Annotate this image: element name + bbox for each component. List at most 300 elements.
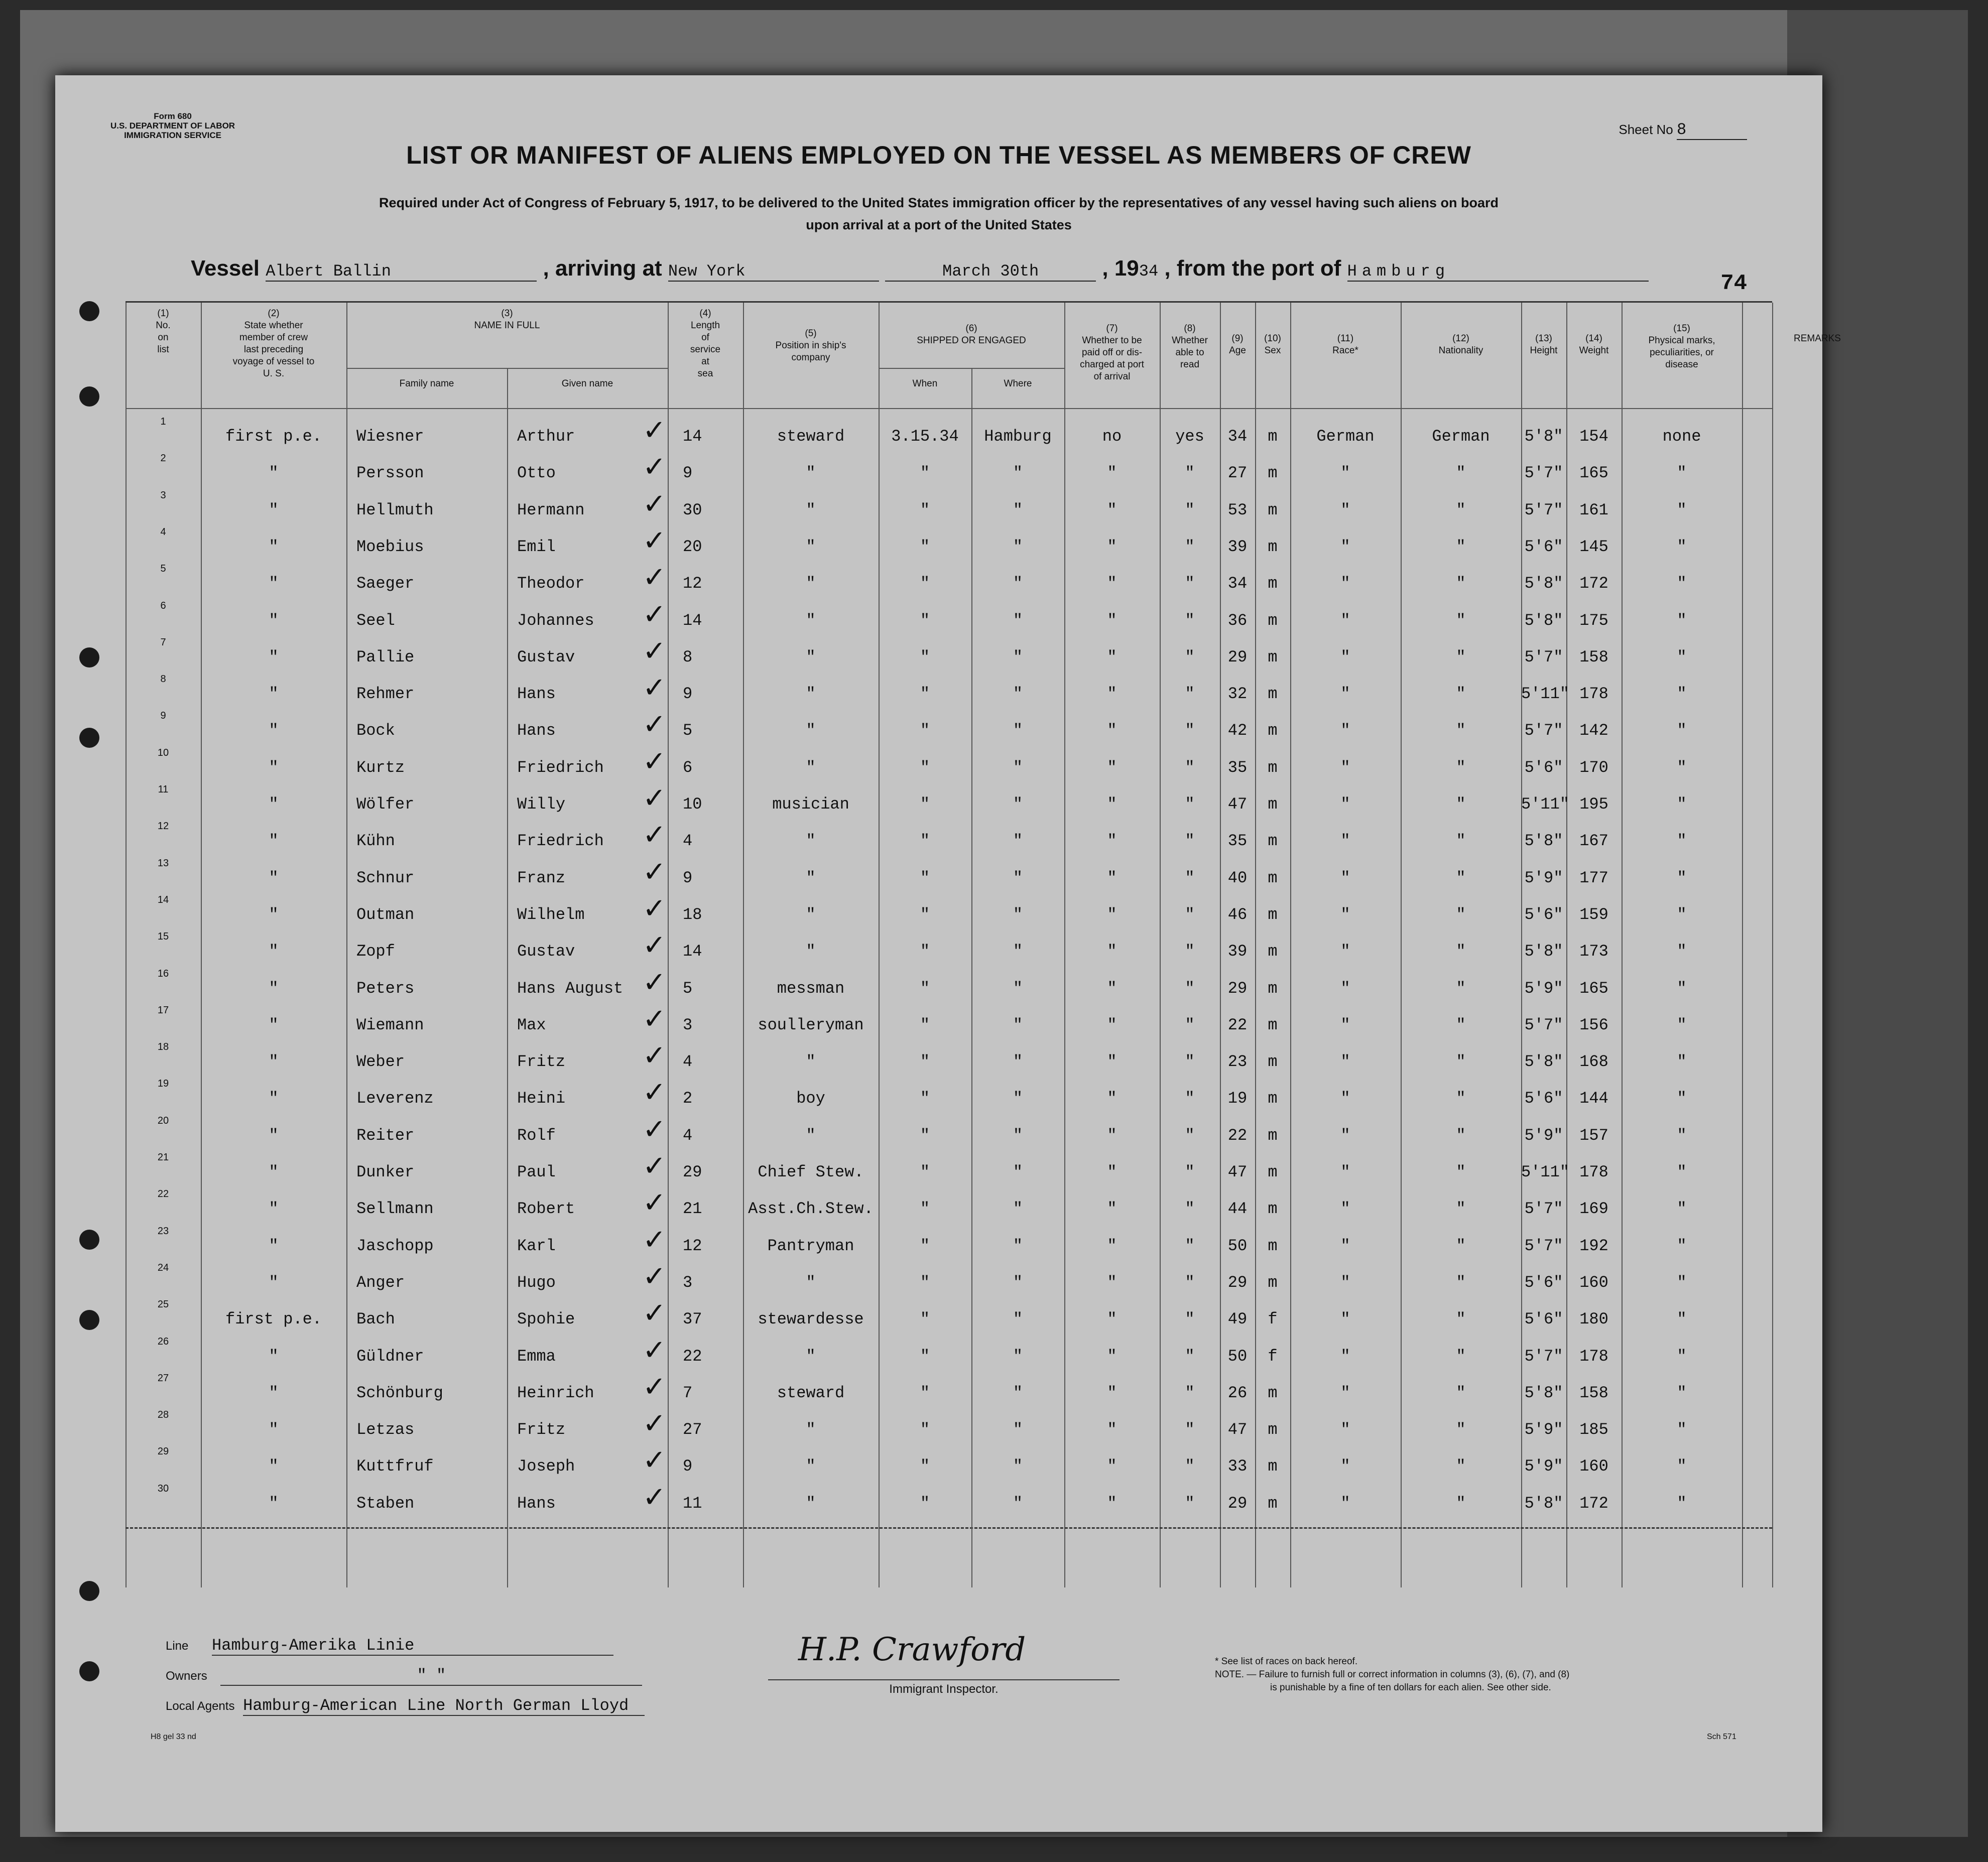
cell-where: " bbox=[1013, 685, 1023, 704]
cell-weight: 168 bbox=[1579, 1052, 1608, 1072]
cell-family: Hellmuth bbox=[356, 500, 434, 519]
cell-given: Gustav bbox=[517, 647, 575, 667]
cell-given: Max bbox=[517, 1015, 546, 1034]
cell-position: " bbox=[806, 721, 816, 740]
cell-prev: " bbox=[269, 1015, 279, 1034]
cell-given: Hans August bbox=[517, 979, 624, 998]
cell-family: Reiter bbox=[356, 1126, 415, 1145]
cell-where: " bbox=[1013, 1089, 1023, 1108]
cell-position: " bbox=[806, 1347, 816, 1366]
cell-race: " bbox=[1340, 721, 1350, 740]
cell-age: 35 bbox=[1227, 832, 1248, 851]
owners-field: Owners " " bbox=[166, 1666, 642, 1686]
cell-nat: " bbox=[1456, 1089, 1466, 1108]
cell-height: 5'8" bbox=[1524, 942, 1563, 961]
cell-paid: " bbox=[1107, 795, 1117, 814]
cell-where: " bbox=[1013, 1310, 1023, 1329]
cell-age: 46 bbox=[1227, 905, 1248, 924]
cell-paid: " bbox=[1107, 574, 1117, 593]
checkmark-icon: ✓ bbox=[643, 855, 666, 888]
cell-weight: 175 bbox=[1579, 611, 1608, 630]
cell-height: 5'9" bbox=[1524, 1457, 1563, 1476]
cell-when: " bbox=[920, 685, 930, 704]
cell-when: 3.15.34 bbox=[891, 427, 959, 446]
cell-family: Letzas bbox=[356, 1420, 415, 1439]
cell-race: " bbox=[1340, 1089, 1350, 1108]
cell-read: " bbox=[1185, 942, 1195, 961]
cell-marks: " bbox=[1677, 1200, 1687, 1219]
cell-race: " bbox=[1340, 795, 1350, 814]
checkmark-icon: ✓ bbox=[643, 1113, 666, 1146]
cell-given: Robert bbox=[517, 1200, 575, 1219]
cell-family: Rehmer bbox=[356, 685, 415, 704]
cell-given: Rolf bbox=[517, 1126, 556, 1145]
cell-age: 47 bbox=[1227, 795, 1248, 814]
cell-prev: " bbox=[269, 647, 279, 667]
cell-when: " bbox=[920, 1347, 930, 1366]
cell-when: " bbox=[920, 905, 930, 924]
column-rule bbox=[507, 368, 508, 1587]
cell-where: " bbox=[1013, 979, 1023, 998]
cell-race: " bbox=[1340, 1457, 1350, 1476]
cell-family: Bock bbox=[356, 721, 395, 740]
row-number: 13 bbox=[157, 857, 169, 869]
cell-race: " bbox=[1340, 942, 1350, 961]
cell-given: Arthur bbox=[517, 427, 575, 446]
cell-nat: " bbox=[1456, 1420, 1466, 1439]
cell-age: 22 bbox=[1227, 1015, 1248, 1034]
cell-weight: 160 bbox=[1579, 1457, 1608, 1476]
cell-age: 47 bbox=[1227, 1163, 1248, 1181]
cell-age: 26 bbox=[1227, 1383, 1248, 1402]
vessel-row: Vessel Albert Ballin , arriving at New York March 30th , 1934 , from the port of Hamburg bbox=[191, 256, 1649, 282]
agents-value: Hamburg-American Line North German Lloyd bbox=[243, 1696, 645, 1716]
cell-position: " bbox=[806, 685, 816, 704]
cell-prev: " bbox=[269, 868, 279, 887]
cell-where: " bbox=[1013, 905, 1023, 924]
cell-family: Zopf bbox=[356, 942, 395, 961]
cell-position: soulleryman bbox=[758, 1015, 864, 1034]
cell-position: steward bbox=[777, 1383, 845, 1402]
cell-sex: m bbox=[1268, 1420, 1278, 1439]
cell-read: " bbox=[1185, 1383, 1195, 1402]
cell-service: 9 bbox=[683, 685, 693, 704]
cell-paid: " bbox=[1107, 611, 1117, 630]
checkmark-icon: ✓ bbox=[643, 1407, 666, 1440]
cell-prev: " bbox=[269, 1383, 279, 1402]
header-c3: (3) NAME IN FULL bbox=[474, 308, 540, 331]
cell-family: Pallie bbox=[356, 647, 415, 667]
cell-nat: " bbox=[1456, 574, 1466, 593]
cell-nat: " bbox=[1456, 868, 1466, 887]
cell-paid: " bbox=[1107, 1310, 1117, 1329]
cell-when: " bbox=[920, 1420, 930, 1439]
cell-nat: " bbox=[1456, 1126, 1466, 1145]
cell-nat: " bbox=[1456, 721, 1466, 740]
cell-weight: 177 bbox=[1579, 868, 1608, 887]
crew-table bbox=[126, 301, 1841, 1587]
checkmark-icon: ✓ bbox=[643, 1186, 666, 1220]
cell-service: 37 bbox=[683, 1310, 702, 1329]
row-number: 12 bbox=[157, 821, 169, 832]
cell-height: 5'8" bbox=[1524, 1052, 1563, 1072]
manifest-sheet bbox=[55, 75, 1841, 1832]
cell-height: 5'6" bbox=[1524, 905, 1563, 924]
cell-position: " bbox=[806, 1420, 816, 1439]
cell-nat: " bbox=[1456, 500, 1466, 519]
cell-when: " bbox=[920, 500, 930, 519]
cell-nat: " bbox=[1456, 795, 1466, 814]
cell-service: 29 bbox=[683, 1163, 702, 1181]
cell-prev: " bbox=[269, 979, 279, 998]
cell-prev: " bbox=[269, 1457, 279, 1476]
cell-nat: " bbox=[1456, 1015, 1466, 1034]
cell-height: 5'7" bbox=[1524, 1015, 1563, 1034]
checkmark-icon: ✓ bbox=[643, 1002, 666, 1035]
checkmark-icon: ✓ bbox=[643, 1370, 666, 1403]
cell-sex: m bbox=[1268, 905, 1278, 924]
cell-family: Saeger bbox=[356, 574, 415, 593]
cell-race: " bbox=[1340, 685, 1350, 704]
subheader-c6b: Where bbox=[1004, 378, 1032, 389]
cell-service: 6 bbox=[683, 758, 693, 777]
cell-service: 3 bbox=[683, 1273, 693, 1292]
cell-nat: " bbox=[1456, 1236, 1466, 1255]
cell-where: " bbox=[1013, 574, 1023, 593]
cell-position: " bbox=[806, 464, 816, 483]
column-rule bbox=[126, 303, 127, 1587]
cell-nat: " bbox=[1456, 942, 1466, 961]
cell-sex: m bbox=[1268, 1052, 1278, 1072]
cell-position: Asst.Ch.Stew. bbox=[748, 1200, 874, 1219]
cell-weight: 158 bbox=[1579, 647, 1608, 667]
cell-prev: " bbox=[269, 537, 279, 556]
cell-marks: none bbox=[1662, 427, 1701, 446]
cell-prev: first p.e. bbox=[225, 427, 322, 446]
checkmark-icon: ✓ bbox=[643, 1260, 666, 1293]
checkmark-icon: ✓ bbox=[643, 745, 666, 778]
cell-sex: m bbox=[1268, 832, 1278, 851]
cell-paid: " bbox=[1107, 537, 1117, 556]
row-number: 21 bbox=[157, 1152, 169, 1163]
cell-nat: " bbox=[1456, 758, 1466, 777]
cell-sex: m bbox=[1268, 647, 1278, 667]
row-number: 18 bbox=[157, 1041, 169, 1053]
row-number: 4 bbox=[160, 526, 166, 538]
cell-weight: 173 bbox=[1579, 942, 1608, 961]
sheet-number-value: 8 bbox=[1677, 120, 1747, 140]
row-number: 1 bbox=[160, 416, 166, 427]
cell-marks: " bbox=[1677, 868, 1687, 887]
cell-paid: " bbox=[1107, 905, 1117, 924]
cell-read: " bbox=[1185, 647, 1195, 667]
cell-family: Jaschopp bbox=[356, 1236, 434, 1255]
cell-marks: " bbox=[1677, 647, 1687, 667]
document-title: LIST OR MANIFEST OF ALIENS EMPLOYED ON THE VESSEL AS MEMBERS OF CREW bbox=[406, 141, 1471, 169]
header-c9: (9) Age bbox=[1229, 333, 1246, 356]
cell-where: " bbox=[1013, 1163, 1023, 1181]
cell-age: 29 bbox=[1227, 1273, 1248, 1292]
header-c8: (8) Whether able to read bbox=[1172, 323, 1208, 370]
checkmark-icon: ✓ bbox=[643, 414, 666, 447]
column-rule bbox=[743, 303, 744, 1587]
cell-service: 20 bbox=[683, 537, 702, 556]
cell-weight: 160 bbox=[1579, 1273, 1608, 1292]
cell-when: " bbox=[920, 1052, 930, 1072]
cell-when: " bbox=[920, 1126, 930, 1145]
owners-value: " " bbox=[220, 1666, 642, 1686]
cell-family: Wiesner bbox=[356, 427, 424, 446]
cell-where: " bbox=[1013, 721, 1023, 740]
cell-race: " bbox=[1340, 500, 1350, 519]
cell-nat: " bbox=[1456, 905, 1466, 924]
cell-height: 5'6" bbox=[1524, 1273, 1563, 1292]
cell-position: " bbox=[806, 647, 816, 667]
cell-age: 49 bbox=[1227, 1310, 1248, 1329]
cell-sex: m bbox=[1268, 427, 1278, 446]
cell-height: 5'8" bbox=[1524, 1383, 1563, 1402]
cell-when: " bbox=[920, 537, 930, 556]
checkmark-icon: ✓ bbox=[643, 1039, 666, 1073]
cell-race: German bbox=[1316, 427, 1375, 446]
cell-sex: m bbox=[1268, 868, 1278, 887]
cell-paid: " bbox=[1107, 1089, 1117, 1108]
cell-paid: " bbox=[1107, 721, 1117, 740]
cell-height: 5'9" bbox=[1524, 1420, 1563, 1439]
cell-age: 22 bbox=[1227, 1126, 1248, 1145]
cell-paid: " bbox=[1107, 942, 1117, 961]
header-c15: (15) Physical marks, peculiarities, or disease bbox=[1648, 323, 1715, 370]
cell-race: " bbox=[1340, 1163, 1350, 1181]
cell-read: " bbox=[1185, 1494, 1195, 1513]
cell-service: 3 bbox=[683, 1015, 693, 1034]
subheader-c3b: Given name bbox=[561, 378, 613, 389]
cell-read: " bbox=[1185, 1163, 1195, 1181]
cell-weight: 172 bbox=[1579, 1494, 1608, 1513]
cell-weight: 142 bbox=[1579, 721, 1608, 740]
cell-marks: " bbox=[1677, 795, 1687, 814]
cell-where: " bbox=[1013, 758, 1023, 777]
cell-read: " bbox=[1185, 721, 1195, 740]
cell-position: messman bbox=[777, 979, 845, 998]
document-subtitle: Required under Act of Congress of February 5, 1917, to be delivered to the United States immigration officer by the representatives of any vessel having such aliens on board upon arrival at a port of the United States bbox=[379, 195, 1499, 232]
cell-read: " bbox=[1185, 574, 1195, 593]
cell-family: Kurtz bbox=[356, 758, 405, 777]
cell-paid: " bbox=[1107, 647, 1117, 667]
checkmark-icon: ✓ bbox=[643, 892, 666, 925]
cell-family: Kühn bbox=[356, 832, 395, 851]
cell-given: Friedrich bbox=[517, 758, 604, 777]
arrival-year: 34 bbox=[1139, 262, 1159, 281]
cell-when: " bbox=[920, 1163, 930, 1181]
column-rule bbox=[201, 303, 202, 1587]
cell-service: 30 bbox=[683, 500, 702, 519]
header-c10: (10) Sex bbox=[1264, 333, 1281, 356]
cell-paid: " bbox=[1107, 1420, 1117, 1439]
cell-given: Otto bbox=[517, 464, 556, 483]
cell-race: " bbox=[1340, 1236, 1350, 1255]
row-number: 22 bbox=[157, 1188, 169, 1200]
cell-height: 5'8" bbox=[1524, 1494, 1563, 1513]
cell-height: 5'11" bbox=[1521, 795, 1570, 814]
cell-prev: " bbox=[269, 1236, 279, 1255]
cell-marks: " bbox=[1677, 1273, 1687, 1292]
end-rule bbox=[126, 1527, 1772, 1529]
cell-read: " bbox=[1185, 1457, 1195, 1476]
cell-where: " bbox=[1013, 1052, 1023, 1072]
checkmark-icon: ✓ bbox=[643, 634, 666, 668]
row-number: 8 bbox=[160, 674, 166, 685]
cell-height: 5'7" bbox=[1524, 464, 1563, 483]
checkmark-icon: ✓ bbox=[643, 451, 666, 484]
cell-weight: 172 bbox=[1579, 574, 1608, 593]
cell-sex: m bbox=[1268, 979, 1278, 998]
cell-sex: m bbox=[1268, 1163, 1278, 1181]
cell-age: 32 bbox=[1227, 685, 1248, 704]
cell-paid: " bbox=[1107, 1347, 1117, 1366]
cell-nat: " bbox=[1456, 1347, 1466, 1366]
row-number: 19 bbox=[157, 1078, 169, 1090]
cell-family: Schnur bbox=[356, 868, 415, 887]
fine-note-2: is punishable by a fine of ten dollars for each alien. See other side. bbox=[1270, 1682, 1551, 1693]
cell-paid: " bbox=[1107, 685, 1117, 704]
cell-paid: " bbox=[1107, 500, 1117, 519]
cell-where: " bbox=[1013, 500, 1023, 519]
cell-service: 9 bbox=[683, 868, 693, 887]
cell-height: 5'9" bbox=[1524, 979, 1563, 998]
cell-read: " bbox=[1185, 500, 1195, 519]
cell-where: " bbox=[1013, 647, 1023, 667]
cell-height: 5'6" bbox=[1524, 1089, 1563, 1108]
cell-prev: " bbox=[269, 1200, 279, 1219]
cell-family: Moebius bbox=[356, 537, 424, 556]
cell-marks: " bbox=[1677, 1163, 1687, 1181]
page-number: 74 bbox=[1720, 271, 1747, 296]
cell-marks: " bbox=[1677, 905, 1687, 924]
cell-nat: " bbox=[1456, 1457, 1466, 1476]
cell-when: " bbox=[920, 942, 930, 961]
cell-prev: " bbox=[269, 1052, 279, 1072]
cell-age: 29 bbox=[1227, 979, 1248, 998]
cell-marks: " bbox=[1677, 942, 1687, 961]
checkmark-icon: ✓ bbox=[643, 966, 666, 999]
cell-read: " bbox=[1185, 1347, 1195, 1366]
cell-weight: 156 bbox=[1579, 1015, 1608, 1034]
cell-position: " bbox=[806, 1273, 816, 1292]
cell-family: Outman bbox=[356, 905, 415, 924]
cell-sex: m bbox=[1268, 685, 1278, 704]
cell-given: Hans bbox=[517, 685, 556, 704]
cell-family: Kuttfruf bbox=[356, 1457, 434, 1476]
cell-when: " bbox=[920, 647, 930, 667]
binder-hole bbox=[79, 301, 99, 321]
cell-service: 14 bbox=[683, 942, 702, 961]
cell-prev: " bbox=[269, 721, 279, 740]
cell-family: Wiemann bbox=[356, 1015, 424, 1034]
cell-prev: " bbox=[269, 1126, 279, 1145]
cell-nat: " bbox=[1456, 979, 1466, 998]
checkmark-icon: ✓ bbox=[643, 1150, 666, 1182]
cell-where: " bbox=[1013, 1457, 1023, 1476]
cell-where: " bbox=[1013, 1383, 1023, 1402]
cell-where: " bbox=[1013, 1494, 1023, 1513]
cell-marks: " bbox=[1677, 1052, 1687, 1072]
cell-marks: " bbox=[1677, 1383, 1687, 1402]
cell-race: " bbox=[1340, 979, 1350, 998]
cell-age: 40 bbox=[1227, 868, 1248, 887]
binder-hole bbox=[79, 1581, 99, 1601]
departure-port: Hamburg bbox=[1347, 262, 1649, 282]
cell-height: 5'9" bbox=[1524, 1126, 1563, 1145]
cell-given: Heini bbox=[517, 1089, 566, 1108]
cell-paid: " bbox=[1107, 868, 1117, 887]
cell-service: 22 bbox=[683, 1347, 702, 1366]
checkmark-icon: ✓ bbox=[643, 819, 666, 852]
cell-race: " bbox=[1340, 1273, 1350, 1292]
cell-marks: " bbox=[1677, 1015, 1687, 1034]
cell-marks: " bbox=[1677, 1347, 1687, 1366]
binder-hole bbox=[79, 1661, 99, 1681]
cell-when: " bbox=[920, 979, 930, 998]
cell-where: Hamburg bbox=[984, 427, 1052, 446]
row-number: 25 bbox=[157, 1299, 169, 1310]
cell-family: Bach bbox=[356, 1310, 395, 1329]
row-number: 5 bbox=[160, 563, 166, 575]
cell-age: 39 bbox=[1227, 537, 1248, 556]
cell-read: " bbox=[1185, 758, 1195, 777]
cell-read: " bbox=[1185, 795, 1195, 814]
cell-age: 50 bbox=[1227, 1347, 1248, 1366]
cell-read: " bbox=[1185, 1310, 1195, 1329]
header-c5: (5) Position in ship's company bbox=[775, 328, 846, 363]
checkmark-icon: ✓ bbox=[643, 1334, 666, 1367]
cell-sex: f bbox=[1268, 1347, 1278, 1366]
cell-when: " bbox=[920, 1273, 930, 1292]
cell-marks: " bbox=[1677, 1494, 1687, 1513]
cell-race: " bbox=[1340, 647, 1350, 667]
cell-prev: " bbox=[269, 942, 279, 961]
cell-marks: " bbox=[1677, 1457, 1687, 1476]
cell-position: " bbox=[806, 868, 816, 887]
cell-sex: m bbox=[1268, 1200, 1278, 1219]
cell-service: 27 bbox=[683, 1420, 702, 1439]
cell-race: " bbox=[1340, 1347, 1350, 1366]
cell-sex: m bbox=[1268, 1273, 1278, 1292]
cell-family: Anger bbox=[356, 1273, 405, 1292]
cell-age: 34 bbox=[1227, 574, 1248, 593]
row-number: 14 bbox=[157, 894, 169, 905]
cell-weight: 178 bbox=[1579, 1163, 1608, 1181]
cell-marks: " bbox=[1677, 574, 1687, 593]
cell-prev: first p.e. bbox=[225, 1310, 322, 1329]
cell-nat: " bbox=[1456, 611, 1466, 630]
cell-age: 29 bbox=[1227, 1494, 1248, 1513]
cell-prev: " bbox=[269, 1494, 279, 1513]
cell-marks: " bbox=[1677, 1420, 1687, 1439]
cell-prev: " bbox=[269, 1347, 279, 1366]
cell-read: yes bbox=[1175, 427, 1204, 446]
cell-height: 5'6" bbox=[1524, 537, 1563, 556]
cell-when: " bbox=[920, 832, 930, 851]
cell-family: Persson bbox=[356, 464, 424, 483]
cell-family: Peters bbox=[356, 979, 415, 998]
cell-paid: " bbox=[1107, 1494, 1117, 1513]
cell-paid: " bbox=[1107, 1273, 1117, 1292]
cell-sex: m bbox=[1268, 758, 1278, 777]
cell-given: Hugo bbox=[517, 1273, 556, 1292]
cell-service: 2 bbox=[683, 1089, 693, 1108]
cell-service: 12 bbox=[683, 574, 702, 593]
